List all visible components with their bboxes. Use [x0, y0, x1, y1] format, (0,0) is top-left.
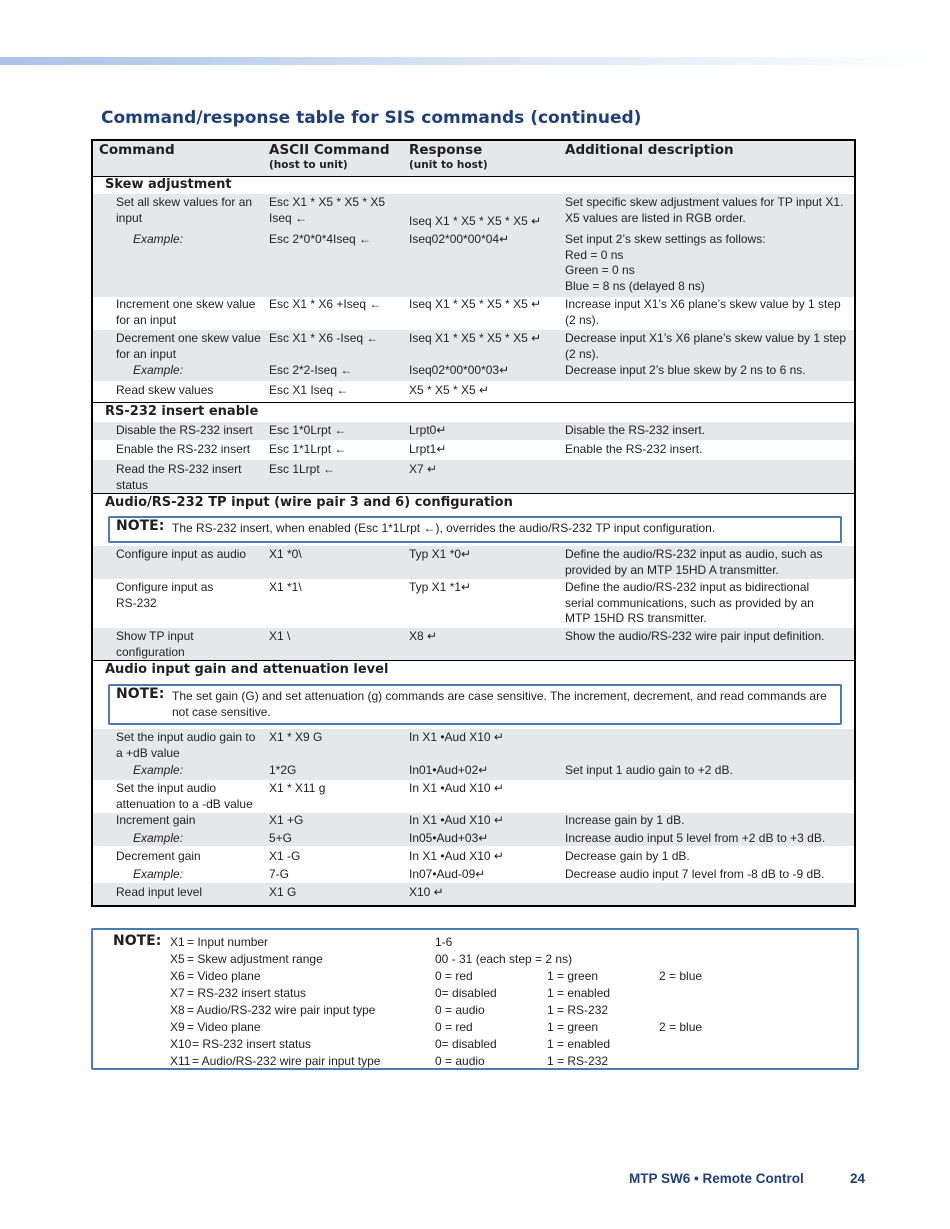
- sis-command-table: [91, 139, 856, 907]
- legend-value: 2 = blue: [659, 969, 703, 983]
- desc-skew-example: Set input 2’s skew settings as follows: Red = 0 ns Green = 0 ns Blue = 8 ns (delayed 8 ns): [565, 232, 766, 293]
- ascii-set-attenuation: X1 * X11 g: [269, 781, 326, 795]
- cmd-enable-rs232: Enable the RS-232 insert: [116, 442, 251, 456]
- legend-value: 0 = audio: [435, 1054, 485, 1068]
- section-audio-tp: Audio/RS-232 TP input (wire pair 3 and 6) configuration: [105, 495, 513, 510]
- section-divider: [93, 493, 854, 494]
- legend-value: 00 - 31 (each step = 2 ns): [435, 952, 573, 966]
- legend-value: 1 = enabled: [547, 986, 611, 1000]
- resp-show-tp: X8 ↵: [409, 629, 438, 643]
- desc-config-rs232: Define the audio/RS-232 input as bidirectional serial communications, such as provided by an MTP 15HD RS transmitter.: [565, 580, 814, 625]
- cmd-read-rs232: Read the RS-232 insert status: [116, 462, 242, 492]
- top-gradient-bar: [0, 57, 950, 65]
- legend-value: 1 = green: [547, 969, 599, 983]
- cmd-disable-rs232: Disable the RS-232 insert: [116, 423, 253, 437]
- note-label: NOTE:: [116, 518, 165, 534]
- legend-value: 1-6: [435, 935, 453, 949]
- header-ascii-label: ASCII Command: [269, 142, 390, 158]
- ascii-increment-example: 5+G: [269, 831, 293, 845]
- legend-var: X1: [170, 935, 185, 949]
- ascii-set-gain: X1 * X9 G: [269, 730, 323, 744]
- desc-increment-example: Increase audio input 5 level from +2 dB to +3 dB.: [565, 831, 826, 845]
- ascii-decrement-example: Esc 2*2-Iseq ←: [269, 363, 353, 377]
- note-label: NOTE:: [116, 686, 165, 702]
- ascii-config-audio: X1 *0\: [269, 547, 302, 561]
- ascii-read-input-level: X1 G: [269, 885, 297, 899]
- resp-read-skew: X5 * X5 * X5 ↵: [409, 383, 490, 397]
- cmd-config-audio: Configure input as audio: [116, 547, 247, 561]
- note-case-sensitive: [108, 684, 842, 725]
- ascii-decrement-gain-example: 7-G: [269, 867, 290, 881]
- header-command: Command: [99, 142, 175, 158]
- legend-var: X11: [170, 1054, 191, 1068]
- example-label: Example:: [133, 763, 184, 777]
- cmd-set-all-skew: Set all skew values for an input: [116, 195, 253, 225]
- note-rs232-insert: [108, 516, 842, 543]
- footer-doc-title: MTP SW6 • Remote Control: [629, 1171, 804, 1186]
- cmd-decrement-skew: Decrement one skew value for an input: [116, 331, 261, 361]
- resp-decrement-skew: Iseq X1 * X5 * X5 * X5 ↵: [409, 331, 542, 345]
- resp-decrement-example: Iseq02*00*00*03↵: [409, 363, 510, 377]
- ascii-read-rs232: Esc 1Lrpt ←: [269, 462, 336, 476]
- example-label: Example:: [133, 363, 184, 377]
- footer-page-number: 24: [850, 1171, 866, 1186]
- legend-value: 1 = RS-232: [547, 1003, 609, 1017]
- resp-set-attenuation: In X1 •Aud X10 ↵: [409, 781, 504, 795]
- header-response-label: Response: [409, 142, 483, 158]
- desc-enable-rs232: Enable the RS-232 insert.: [565, 442, 703, 456]
- cmd-read-input-level: Read input level: [116, 885, 203, 899]
- header-ascii-sub: (host to unit): [269, 159, 348, 171]
- resp-decrement-gain: In X1 •Aud X10 ↵: [409, 849, 504, 863]
- legend-name: = RS-232 insert status: [187, 986, 307, 1000]
- header-response-sub: (unit to host): [409, 159, 488, 171]
- ascii-config-rs232: X1 *1\: [269, 580, 302, 594]
- ascii-increment-gain: X1 +G: [269, 813, 304, 827]
- resp-gain-example: In01•Aud+02↵: [409, 763, 489, 777]
- desc-increment-gain: Increase gain by 1 dB.: [565, 813, 685, 827]
- ascii-show-tp: X1 \: [269, 629, 291, 643]
- note-rs232-text: The RS-232 insert, when enabled (Esc 1*1Lrpt ←), overrides the audio/RS-232 TP input configuration.: [172, 521, 716, 535]
- ascii-read-skew: Esc X1 Iseq ←: [269, 383, 349, 397]
- resp-enable-rs232: Lrpt1↵: [409, 442, 447, 456]
- header-response: [409, 142, 488, 172]
- legend-var: X8: [170, 1003, 185, 1017]
- cmd-show-tp: Show TP input configuration: [116, 629, 194, 659]
- legend-var: X9: [170, 1020, 185, 1034]
- resp-increment-example: In05•Aud+03↵: [409, 831, 489, 845]
- legend-value: 1 = green: [547, 1020, 599, 1034]
- resp-skew-example: Iseq02*00*00*04↵: [409, 232, 510, 246]
- desc-disable-rs232: Disable the RS-232 insert.: [565, 423, 706, 437]
- desc-decrement-gain-example: Decrease audio input 7 level from -8 dB to -9 dB.: [565, 867, 825, 881]
- desc-decrement-gain: Decrease gain by 1 dB.: [565, 849, 690, 863]
- ascii-decrement-skew: Esc X1 * X6 -Iseq ←: [269, 331, 379, 345]
- section-audio-gain: Audio input gain and attenuation level: [105, 662, 389, 677]
- resp-set-gain: In X1 •Aud X10 ↵: [409, 730, 504, 744]
- desc-show-tp: Show the audio/RS-232 wire pair input definition.: [565, 629, 825, 643]
- resp-config-audio: Typ X1 *0↵: [409, 547, 472, 561]
- legend-var: X7: [170, 986, 185, 1000]
- ascii-increment-skew: Esc X1 * X6 +Iseq ←: [269, 297, 382, 311]
- resp-disable-rs232: Lrpt0↵: [409, 423, 447, 437]
- cmd-set-gain: Set the input audio gain to a +dB value: [116, 730, 256, 760]
- table-header: [93, 141, 854, 177]
- legend-name: = Skew adjustment range: [187, 952, 323, 966]
- ascii-gain-example: 1*2G: [269, 763, 297, 777]
- legend-name: = Video plane: [187, 1020, 261, 1034]
- resp-config-rs232: Typ X1 *1↵: [409, 580, 472, 594]
- desc-config-audio: Define the audio/RS-232 input as audio, such as provided by an MTP 15HD A transmitter.: [565, 547, 823, 577]
- legend-value: 2 = blue: [659, 1020, 703, 1034]
- example-label: Example:: [133, 831, 184, 845]
- legend-value: 0 = red: [435, 1020, 473, 1034]
- ascii-enable-rs232: Esc 1*1Lrpt ←: [269, 442, 347, 456]
- ascii-disable-rs232: Esc 1*0Lrpt ←: [269, 423, 347, 437]
- desc-set-all-skew: Set specific skew adjustment values for TP input X1. X5 values are listed in RGB order.: [565, 195, 844, 225]
- variable-legend: [91, 928, 859, 1070]
- resp-read-rs232: X7 ↵: [409, 462, 438, 476]
- desc-decrement-example: Decrease input 2’s blue skew by 2 ns to 6 ns.: [565, 363, 806, 377]
- ascii-skew-example: Esc 2*0*0*4Iseq ←: [269, 232, 372, 246]
- legend-var: X6: [170, 969, 185, 983]
- example-label: Example:: [133, 232, 184, 246]
- legend-value: 0= disabled: [435, 986, 497, 1000]
- legend-name: = Input number: [187, 935, 269, 949]
- legend-value: 1 = enabled: [547, 1037, 611, 1051]
- legend-name: = RS-232 insert status: [192, 1037, 312, 1051]
- example-label: Example:: [133, 867, 184, 881]
- resp-set-all-skew: Iseq X1 * X5 * X5 * X5 ↵: [409, 214, 542, 228]
- legend-name: = Audio/RS-232 wire pair input type: [187, 1003, 376, 1017]
- legend-value: 0= disabled: [435, 1037, 497, 1051]
- resp-decrement-gain-example: In07•Aud-09↵: [409, 867, 486, 881]
- legend-name: = Video plane: [187, 969, 261, 983]
- legend-name: = Audio/RS-232 wire pair input type: [192, 1054, 381, 1068]
- legend-value: 0 = red: [435, 969, 473, 983]
- cmd-increment-skew: Increment one skew value for an input: [116, 297, 256, 327]
- legend-var: X5: [170, 952, 185, 966]
- resp-increment-skew: Iseq X1 * X5 * X5 * X5 ↵: [409, 297, 542, 311]
- header-description: Additional description: [565, 142, 734, 158]
- cmd-config-rs232: Configure input as RS-232: [116, 580, 214, 610]
- header-ascii: [269, 142, 390, 172]
- section-rs232-insert: RS-232 insert enable: [105, 404, 259, 419]
- legend-note-label: NOTE:: [113, 933, 162, 949]
- page-title: Command/response table for SIS commands (continued): [101, 108, 642, 128]
- section-divider: [93, 660, 854, 661]
- cmd-decrement-gain: Decrement gain: [116, 849, 201, 863]
- cmd-increment-gain: Increment gain: [116, 813, 196, 827]
- ascii-set-all-skew: Esc X1 * X5 * X5 * X5 Iseq ←: [269, 195, 386, 225]
- desc-increment-skew: Increase input X1’s X6 plane’s skew value by 1 step (2 ns).: [565, 297, 841, 327]
- desc-gain-example: Set input 1 audio gain to +2 dB.: [565, 763, 733, 777]
- cmd-read-skew: Read skew values: [116, 383, 214, 397]
- section-divider: [93, 402, 854, 403]
- legend-value: 0 = audio: [435, 1003, 485, 1017]
- resp-read-input-level: X10 ↵: [409, 885, 444, 899]
- legend-var: X10: [170, 1037, 192, 1051]
- section-skew: Skew adjustment: [105, 177, 232, 192]
- note-case-text: The set gain (G) and set attenuation (g) commands are case sensitive. The increment, decrement, and read commands are not case sensitive.: [172, 689, 827, 719]
- desc-decrement-skew: Decrease input X1’s X6 plane’s skew value by 1 step (2 ns).: [565, 331, 847, 361]
- ascii-decrement-gain: X1 -G: [269, 849, 301, 863]
- cmd-set-attenuation: Set the input audio attenuation to a -dB value: [116, 781, 253, 811]
- legend-value: 1 = RS-232: [547, 1054, 609, 1068]
- resp-increment-gain: In X1 •Aud X10 ↵: [409, 813, 504, 827]
